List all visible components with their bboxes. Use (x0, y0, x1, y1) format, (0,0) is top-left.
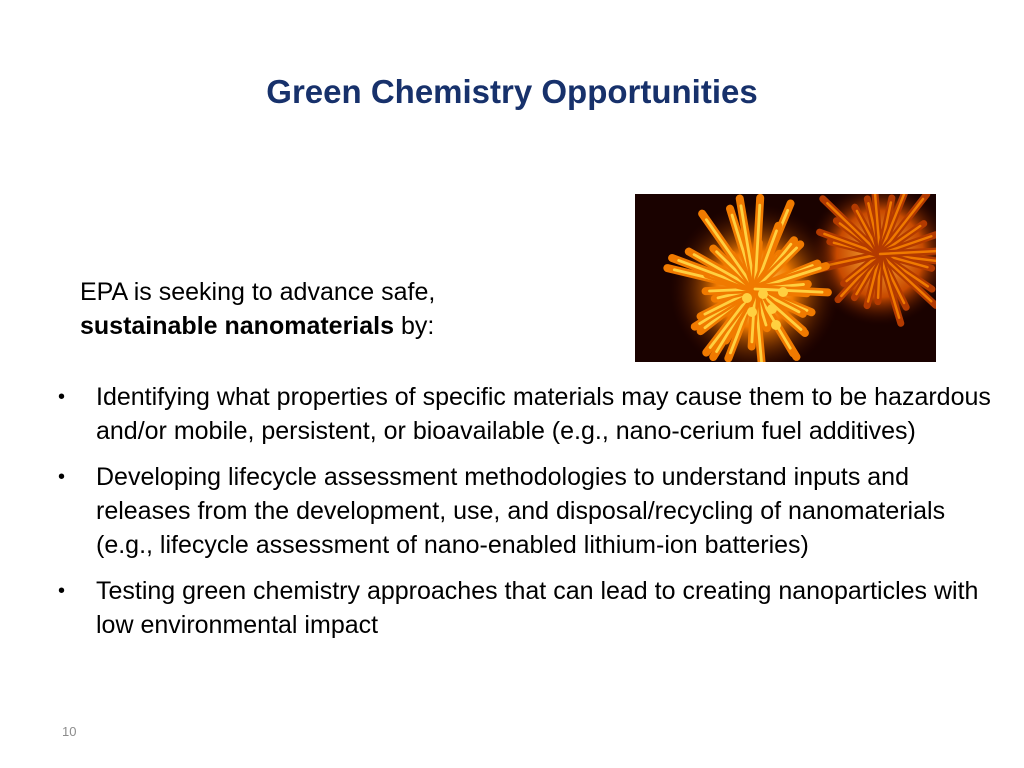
petal-tip (778, 287, 788, 297)
bullet-item (58, 380, 998, 448)
bullet-marker: • (58, 386, 66, 408)
intro-text (80, 275, 600, 343)
bullet-marker: • (58, 580, 66, 602)
intro-bold-phrase: sustainable nanomaterials (80, 312, 395, 340)
bullet-text: Identifying what properties of specific materials may cause them to be hazardous and/or mobile, persistent, or bioavailable (e.g., nano-cerium fuel additives) (96, 383, 991, 445)
intro-line-1: EPA is seeking to advance safe, (80, 278, 436, 306)
petal-tip (758, 289, 768, 299)
petal-tip (747, 307, 757, 317)
nanoflower-photo (635, 194, 936, 362)
bullet-text: Developing lifecycle assessment methodologies to understand inputs and releases from the development, use, and disposal/recycling of nanomaterials (e.g., lifecycle assessment of nano-enabled lithium-ion batteries) (96, 463, 946, 559)
petal-tip (742, 293, 752, 303)
bullet-item (58, 574, 998, 642)
page-number: 10 (62, 724, 77, 739)
petal-tip (771, 320, 781, 330)
bullet-text: Testing green chemistry approaches that can lead to creating nanoparticles with low environmental impact (96, 577, 979, 639)
intro-line-2 (80, 309, 600, 343)
slide-title: Green Chemistry Opportunities (266, 73, 758, 110)
petal-tip (767, 304, 777, 314)
intro-line-2-rest: by: (394, 312, 435, 340)
bullet-marker: • (58, 466, 66, 488)
bullet-list (58, 380, 998, 654)
nanoflower-illustration (635, 194, 936, 362)
bullet-item (58, 460, 998, 562)
